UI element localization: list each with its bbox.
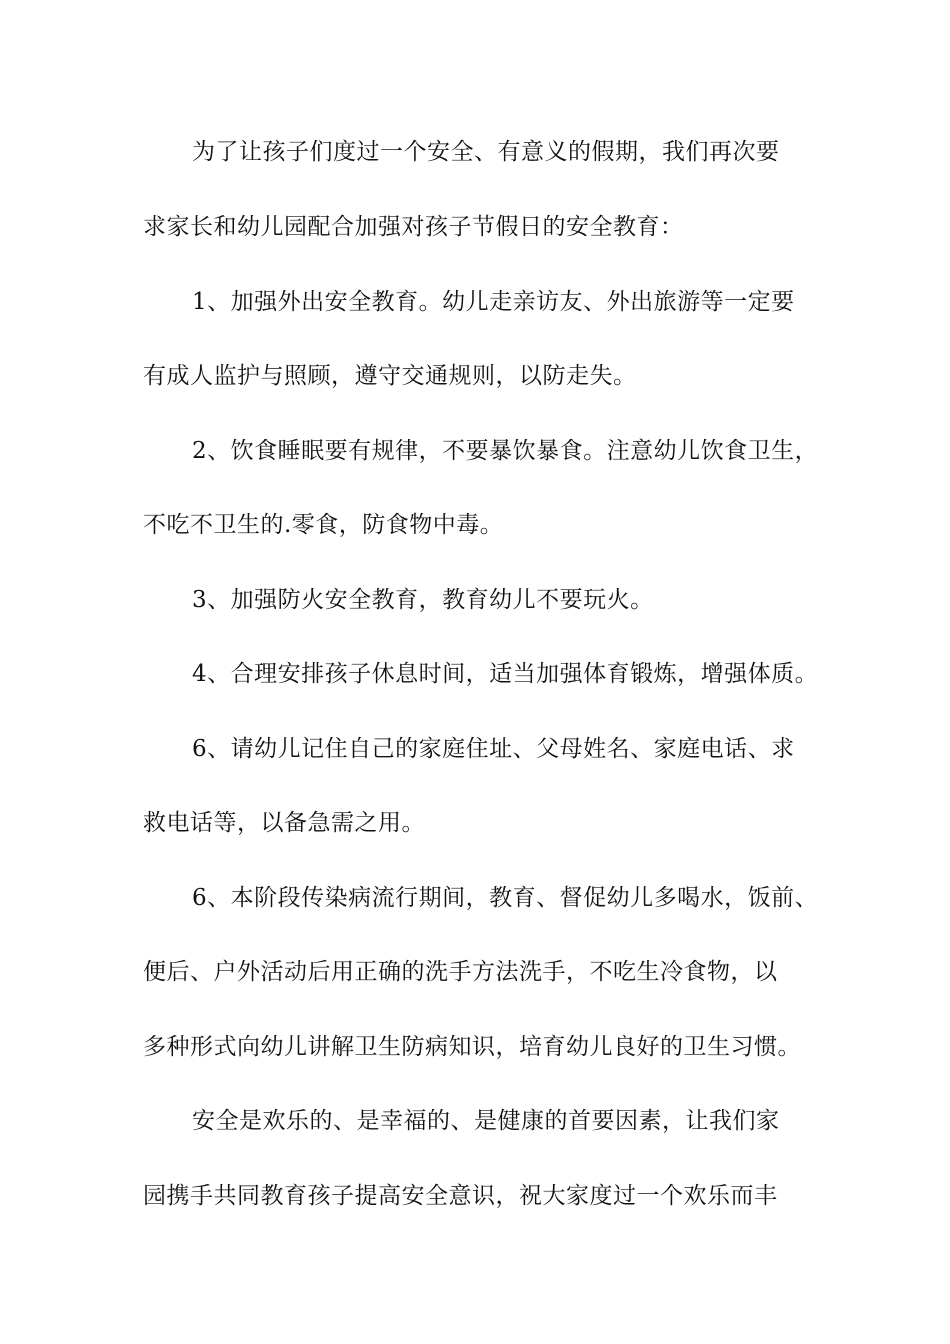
item-1-line-1: 1、加强外出安全教育。幼儿走亲访友、外出旅游等一定要	[192, 289, 795, 315]
item-6b-line-3: 多种形式向幼儿讲解卫生防病知识，培育幼儿良好的卫生习惯。	[143, 1034, 801, 1060]
item-6a-line-1: 6、请幼儿记住自己的家庭住址、父母姓名、家庭电话、求	[192, 736, 795, 762]
item-6b-line-1: 6、本阶段传染病流行期间，教育、督促幼儿多喝水，饭前、	[192, 885, 819, 911]
item-3-line-1: 3、加强防火安全教育，教育幼儿不要玩火。	[192, 587, 654, 613]
closing-line-2: 园携手共同教育孩子提高安全意识，祝大家度过一个欢乐而丰	[143, 1183, 778, 1209]
item-6b-line-2: 便后、户外活动后用正确的洗手方法洗手，不吃生冷食物，以	[143, 959, 778, 985]
item-2-line-2: 不吃不卫生的.零食，防食物中毒。	[143, 512, 504, 538]
item-4-line-1: 4、合理安排孩子休息时间，适当加强体育锻炼，增强体质。	[192, 661, 819, 687]
closing-line-1: 安全是欢乐的、是幸福的、是健康的首要因素，让我们家	[192, 1108, 780, 1134]
item-2-line-1: 2、饮食睡眠要有规律，不要暴饮暴食。注意幼儿饮食卫生，	[192, 438, 819, 464]
paragraph-intro-line-1: 为了让孩子们度过一个安全、有意义的假期，我们再次要	[192, 139, 780, 165]
item-6a-line-2: 救电话等，以备急需之用。	[143, 810, 425, 836]
item-1-line-2: 有成人监护与照顾，遵守交通规则，以防走失。	[143, 363, 637, 389]
paragraph-intro-line-2: 求家长和幼儿园配合加强对孩子节假日的安全教育：	[143, 214, 684, 240]
